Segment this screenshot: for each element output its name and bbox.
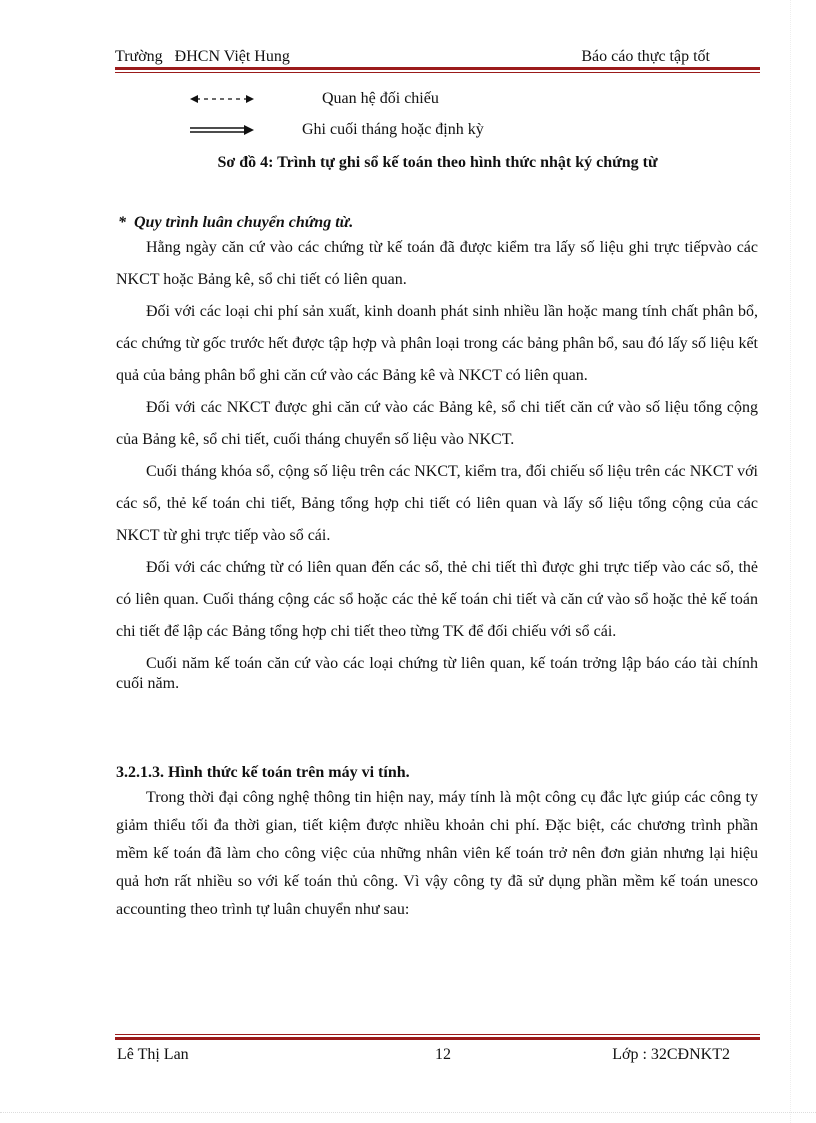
footer-rule-thick bbox=[115, 1037, 760, 1040]
page-number: 12 bbox=[435, 1046, 451, 1063]
paragraph: Đối với các NKCT được ghi căn cứ vào các Bảng kê, sổ chi tiết căn cứ vào số liệu tổng cộng của Bảng kê, sổ chi tiết, cuối tháng chuyển số liệu vào NKCT. bbox=[116, 399, 758, 448]
page-edge-dotted-bottom bbox=[0, 1112, 816, 1114]
page-header bbox=[115, 48, 760, 68]
paragraph: Trong thời đại công nghệ thông tin hiện nay, máy tính là một công cụ đắc lực giúp các công ty giảm thiểu tối đa thời gian, tiết kiệm được nhiều khoản chi phí. Đặc biệt, các chương trình phần mềm kế toán đã làm cho công việc của những nhân viên kế toán trở nên đơn giản nhưng lại hiệu quả hơn rất nhiều so với kế toán thủ công. Vì vậy công ty đã sử dụng phần mềm kế toán unesco accounting theo trình tự luân chuyển như sau: bbox=[116, 789, 758, 918]
section-heading: 3.2.1.3. Hình thức kế toán trên máy vi tính. bbox=[116, 764, 410, 781]
legend-label: Quan hệ đối chiếu bbox=[322, 90, 439, 107]
page-footer bbox=[115, 1046, 760, 1066]
footer-rule-thin bbox=[115, 1034, 760, 1035]
subsection-heading bbox=[118, 214, 353, 232]
legend-label: Ghi cuối tháng hoặc định kỳ bbox=[302, 121, 484, 138]
header-school: Trường ĐHCN Việt Hung bbox=[115, 48, 290, 65]
paragraph: Cuối tháng khóa sổ, cộng số liệu trên các NKCT, kiểm tra, đối chiếu số liệu trên các NKCT với các sổ, thẻ kế toán chi tiết, Bảng tổng hợp chi tiết có liên quan và lấy số liệu tổng cộng của các NKCT từ ghi trực tiếp vào sổ cái. bbox=[116, 463, 758, 544]
paragraph: Đối với các loại chi phí sản xuất, kinh doanh phát sinh nhiều lần hoặc mang tính chất phân bổ, các chứng từ gốc trước hết được tập hợp và phân loại trong các bảng phân bổ, sau đó lấy số liệu kết quả của bảng phân bổ ghi căn cứ vào các Bảng kê và NKCT có liên quan. bbox=[116, 303, 758, 384]
header-report-title: Báo cáo thực tập tốt bbox=[581, 48, 710, 65]
footer-author: Lê Thị Lan bbox=[117, 1046, 189, 1063]
section-body bbox=[116, 784, 758, 924]
double-line-arrow-icon bbox=[190, 123, 254, 137]
page-edge-dotted-right bbox=[790, 0, 792, 1123]
paragraph: Hằng ngày căn cứ vào các chứng từ kế toán đã được kiểm tra lấy số liệu ghi trực tiếpvào các NKCT hoặc Bảng kê, sổ chi tiết có liên quan. bbox=[116, 239, 758, 288]
dashed-double-arrow-icon bbox=[190, 92, 254, 106]
bullet-marker: * bbox=[118, 214, 126, 231]
paragraph: Đối với các chứng từ có liên quan đến các sổ, thẻ chi tiết thì được ghi trực tiếp vào các sổ, thẻ có liên quan. Cuối tháng cộng các sổ hoặc các thẻ kế toán chi tiết và căn cứ vào sổ hoặc thẻ kế toán chi tiết để lập các Bảng tổng hợp chi tiết theo từng TK để đối chiếu với sổ cái. bbox=[116, 559, 758, 640]
diagram-caption: Sơ đồ 4: Trình tự ghi sổ kế toán theo hình thức nhật ký chứng từ bbox=[217, 154, 658, 171]
paragraph: Cuối năm kế toán căn cứ vào các loại chứng từ liên quan, kế toán trởng lập báo cáo tài chính cuối năm. bbox=[116, 655, 758, 692]
header-rule-thin bbox=[115, 72, 760, 73]
subsection-title: Quy trình luân chuyển chứng từ. bbox=[134, 214, 354, 231]
footer-class: Lớp : 32CĐNKT2 bbox=[612, 1046, 730, 1063]
header-rule-thick bbox=[115, 67, 760, 70]
body-paragraphs bbox=[116, 232, 758, 694]
